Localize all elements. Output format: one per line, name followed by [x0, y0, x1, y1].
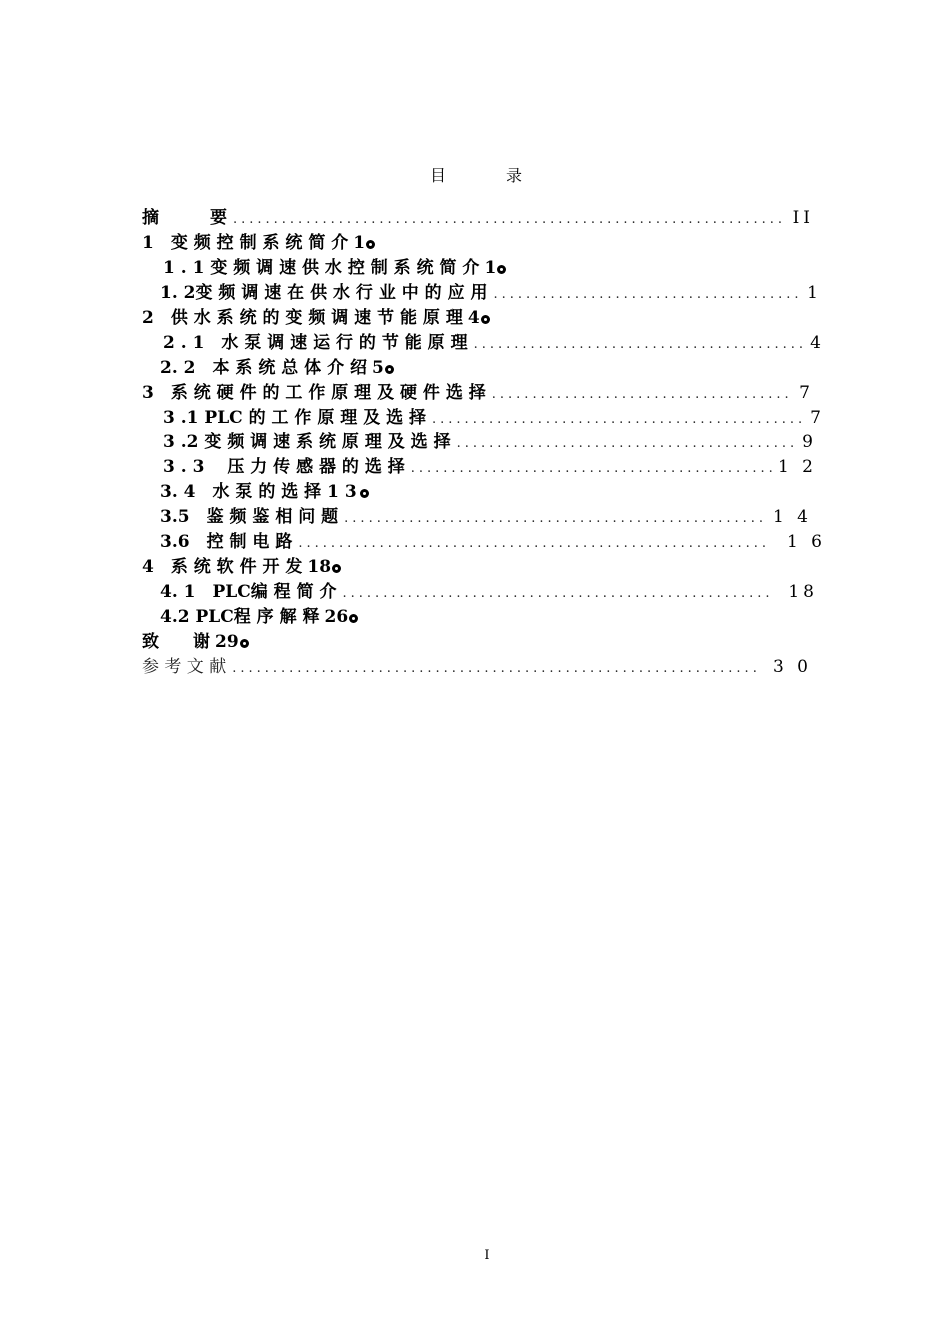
toc-entry-label: 4 系 统 软 件 开 发 [142, 557, 303, 577]
toc-entry-1-1[interactable] [163, 257, 843, 279]
footer-page-number: I [484, 1248, 490, 1263]
toc-entry-label: 1 变 频 控 制 系 统 简 介 [142, 233, 349, 253]
toc-entry-3-5[interactable] [160, 506, 812, 528]
toc-entry-3-3[interactable] [163, 456, 817, 478]
toc-entry-chapter-4[interactable] [142, 556, 822, 578]
toc-entry-2-1[interactable] [163, 332, 825, 354]
toc-entry-3-2[interactable] [163, 431, 817, 453]
toc-entry-label: 3 .2 变 频 调 速 系 统 原 理 及 选 择 [163, 432, 451, 452]
toc-entry-4-1[interactable] [160, 581, 818, 603]
page-title: 目 录 [429, 166, 544, 185]
toc-page-number: 4 [810, 333, 825, 353]
toc-entry-label: 致 谢 [142, 632, 210, 652]
toc-leader [232, 658, 757, 680]
toc-page-number: 7 [799, 383, 814, 403]
toc-page-number: 4 [467, 308, 480, 328]
toc-entry-label: 2 供 水 系 统 的 变 频 调 速 节 能 原 理 [142, 308, 463, 328]
toc-entry-label: 3 . 3 压 力 传 感 器 的 选 择 [163, 457, 405, 477]
bullet-mark-icon [366, 240, 375, 249]
toc-page-number: 1 6 [786, 532, 826, 552]
toc-entry-1-2[interactable] [160, 282, 822, 304]
toc-entry-chapter-1[interactable] [142, 232, 822, 254]
toc-entry-chapter-3[interactable] [142, 382, 814, 404]
toc-leader [474, 334, 805, 356]
toc-page-number: 5 [372, 358, 384, 378]
toc-entry-label: 1. 2变 频 调 速 在 供 水 行 业 中 的 应 用 [160, 283, 488, 303]
toc-page-number: 1 4 [772, 507, 812, 527]
toc-entry-references[interactable] [142, 656, 812, 678]
toc-page-number: 1 2 [777, 457, 817, 477]
toc-entry-label: 1 . 1 变 频 调 速 供 水 控 制 系 统 简 介 [163, 258, 480, 278]
toc-page-number: 1 [353, 233, 366, 253]
toc-leader [494, 284, 802, 306]
toc-page-number: 1 [807, 283, 822, 303]
toc-entry-label: 3.5 鉴 频 鉴 相 问 题 [160, 507, 339, 527]
toc-leader [344, 508, 767, 530]
toc-entry-acknowledgement[interactable] [142, 631, 822, 653]
toc-leader [233, 209, 787, 231]
bullet-mark-icon [349, 614, 358, 623]
toc-entry-label: 4. 1 PLC编 程 简 介 [160, 582, 337, 602]
toc-entry-label: 4.2 PLC程 序 解 释 [160, 607, 320, 627]
toc-page-number: 26 [324, 607, 349, 627]
toc-entry-3-1[interactable] [163, 407, 825, 429]
toc-entry-label: 3.6 控 制 电 路 [160, 532, 293, 552]
toc-page-number: 1 [484, 258, 497, 278]
toc-leader [411, 458, 772, 480]
toc-page-number: 29 [215, 632, 239, 652]
toc-entry-2-2[interactable] [160, 357, 840, 379]
toc-leader [343, 583, 775, 605]
toc-entry-label: 摘 要 [142, 208, 227, 228]
toc-entry-label: 2 . 1 水 泵 调 速 运 行 的 节 能 原 理 [163, 333, 468, 353]
toc-entry-3-6[interactable] [160, 531, 826, 553]
bullet-mark-icon [360, 489, 369, 498]
toc-leader [457, 433, 797, 455]
toc-page-number: 18 [307, 557, 332, 577]
toc-entry-label: 2. 2 本 系 统 总 体 介 绍 [160, 358, 368, 378]
toc-entry-label: 参 考 文 献 [142, 657, 227, 677]
toc-page-number: 7 [810, 408, 825, 428]
toc-page-number: 18 [788, 582, 818, 602]
toc-page-number: 3 0 [772, 657, 812, 677]
bullet-mark-icon [332, 564, 341, 573]
toc-entry-abstract[interactable] [142, 207, 814, 229]
toc-page-number: II [792, 208, 814, 228]
toc-leader [492, 384, 793, 406]
toc-entry-4-2[interactable] [160, 606, 840, 628]
toc-entry-3-4[interactable] [160, 481, 840, 503]
toc-entry-chapter-2[interactable] [142, 307, 822, 329]
bullet-mark-icon [497, 265, 506, 274]
toc-entry-label: 3. 4 水 泵 的 选 择 1 3 [160, 482, 357, 502]
toc-entry-label: 3 .1 PLC 的 工 作 原 理 及 选 择 [163, 408, 427, 428]
bullet-mark-icon [240, 639, 249, 648]
toc-leader [298, 533, 771, 555]
toc-leader [432, 409, 804, 431]
bullet-mark-icon [385, 365, 394, 374]
bullet-mark-icon [481, 315, 490, 324]
toc-page-number: 9 [802, 432, 817, 452]
toc-entry-label: 3 系 统 硬 件 的 工 作 原 理 及 硬 件 选 择 [142, 383, 486, 403]
